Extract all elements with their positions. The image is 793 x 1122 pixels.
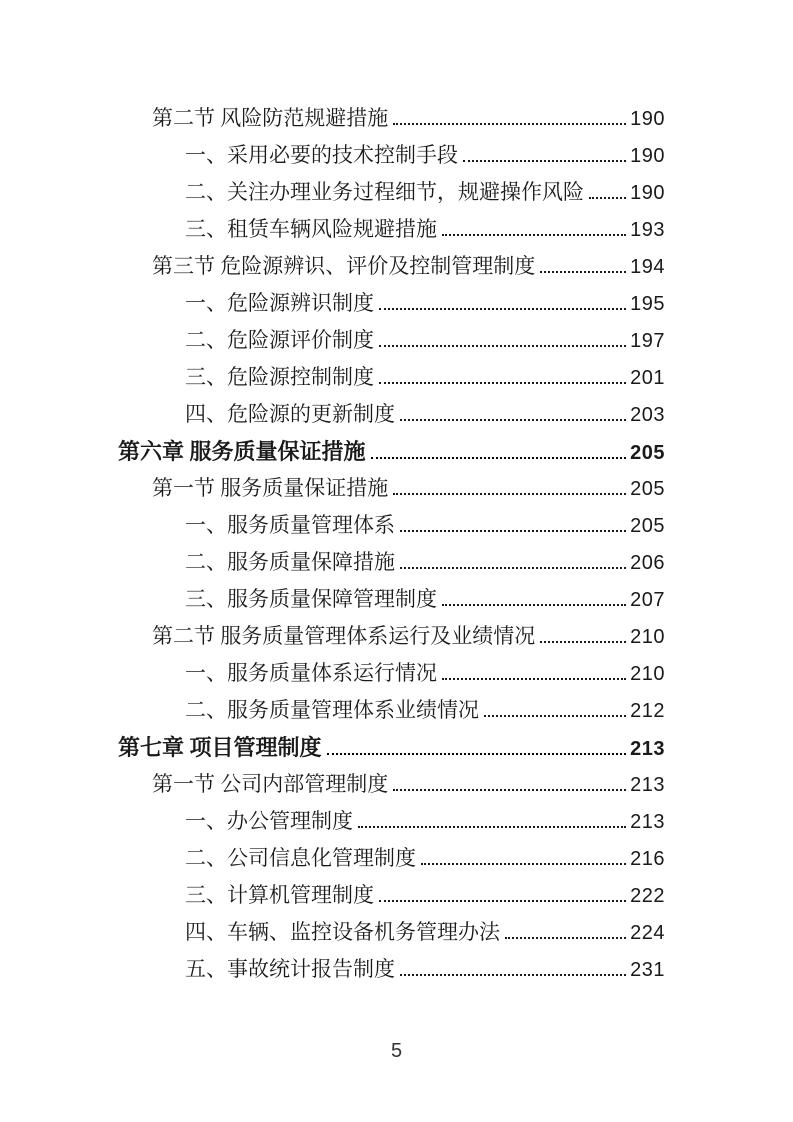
toc-entry-page: 203 [630, 404, 665, 426]
toc-entry-page: 222 [630, 885, 665, 907]
table-of-contents [118, 100, 665, 988]
toc-leader-dots [442, 676, 626, 680]
toc-entry-title: 第一节 服务质量保证措施 [152, 476, 389, 500]
toc-entry [118, 914, 665, 951]
toc-leader-dots [400, 528, 626, 532]
toc-entry-title: 一、危险源辨识制度 [185, 291, 374, 315]
toc-entry-title: 一、服务质量管理体系 [185, 513, 395, 537]
toc-entry-title: 四、危险源的更新制度 [185, 402, 395, 426]
toc-entry [118, 803, 665, 840]
toc-entry [118, 396, 665, 433]
toc-entry-page: 212 [630, 700, 665, 722]
toc-entry-page: 216 [630, 848, 665, 870]
toc-leader-dots [442, 602, 626, 606]
toc-entry [118, 470, 665, 507]
toc-leader-dots [393, 121, 626, 125]
toc-entry [118, 359, 665, 396]
toc-entry [118, 729, 665, 766]
toc-entry-title: 三、租赁车辆风险规避措施 [185, 217, 437, 241]
toc-entry-page: 195 [630, 293, 665, 315]
footer-page-number: 5 [390, 1040, 403, 1062]
toc-entry-title: 三、危险源控制制度 [185, 365, 374, 389]
toc-entry-title: 一、采用必要的技术控制手段 [185, 143, 458, 167]
toc-entry [118, 692, 665, 729]
toc-entry-title: 四、车辆、监控设备机务管理办法 [185, 920, 500, 944]
toc-leader-dots [371, 455, 627, 459]
toc-entry-title: 第三节 危险源辨识、评价及控制管理制度 [152, 254, 536, 278]
toc-entry-page: 190 [630, 145, 665, 167]
toc-leader-dots [400, 972, 626, 976]
toc-leader-dots [327, 751, 627, 755]
toc-entry-title: 三、计算机管理制度 [185, 883, 374, 907]
toc-leader-dots [358, 824, 626, 828]
toc-entry-page: 205 [630, 515, 665, 537]
toc-leader-dots [589, 195, 626, 199]
toc-entry-title: 第二节 风险防范规避措施 [152, 106, 389, 130]
toc-entry-page: 206 [630, 552, 665, 574]
toc-leader-dots [379, 306, 626, 310]
toc-entry [118, 137, 665, 174]
toc-entry-page: 201 [630, 367, 665, 389]
toc-entry-page: 194 [630, 256, 665, 278]
toc-entry [118, 544, 665, 581]
toc-entry [118, 766, 665, 803]
toc-entry-page: 205 [630, 442, 665, 464]
toc-entry-title: 第一节 公司内部管理制度 [152, 772, 389, 796]
toc-entry-page: 231 [630, 959, 665, 981]
toc-entry [118, 951, 665, 988]
toc-entry-page: 213 [630, 811, 665, 833]
toc-entry-page: 210 [630, 663, 665, 685]
toc-entry-title: 二、公司信息化管理制度 [185, 846, 416, 870]
toc-leader-dots [421, 861, 626, 865]
toc-leader-dots [400, 417, 626, 421]
toc-leader-dots [463, 158, 626, 162]
toc-entry-title: 二、服务质量保障措施 [185, 550, 395, 574]
toc-leader-dots [379, 898, 626, 902]
toc-entry [118, 507, 665, 544]
toc-entry-title: 二、关注办理业务过程细节，规避操作风险 [185, 180, 584, 204]
toc-entry [118, 655, 665, 692]
toc-entry-page: 210 [630, 626, 665, 648]
toc-entry [118, 322, 665, 359]
toc-entry [118, 100, 665, 137]
toc-entry [118, 285, 665, 322]
toc-leader-dots [379, 380, 626, 384]
toc-entry-page: 213 [630, 774, 665, 796]
toc-leader-dots [540, 639, 626, 643]
toc-leader-dots [393, 787, 626, 791]
toc-entry-title: 五、事故统计报告制度 [185, 957, 395, 981]
toc-entry [118, 174, 665, 211]
toc-entry-page: 190 [630, 108, 665, 130]
toc-entry-title: 第二节 服务质量管理体系运行及业绩情况 [152, 624, 536, 648]
toc-leader-dots [393, 491, 626, 495]
toc-entry-page: 190 [630, 182, 665, 204]
toc-entry-page: 224 [630, 922, 665, 944]
toc-entry-title: 第七章 项目管理制度 [118, 735, 322, 760]
toc-entry [118, 877, 665, 914]
toc-entry [118, 248, 665, 285]
toc-leader-dots [505, 935, 626, 939]
toc-entry-title: 第六章 服务质量保证措施 [118, 439, 366, 464]
toc-entry [118, 618, 665, 655]
toc-leader-dots [442, 232, 626, 236]
toc-entry-title: 一、服务质量体系运行情况 [185, 661, 437, 685]
toc-entry-title: 二、服务质量管理体系业绩情况 [185, 698, 479, 722]
toc-entry-page: 207 [630, 589, 665, 611]
toc-entry [118, 211, 665, 248]
toc-leader-dots [400, 565, 626, 569]
toc-entry-title: 一、办公管理制度 [185, 809, 353, 833]
toc-entry-page: 193 [630, 219, 665, 241]
toc-entry-page: 213 [630, 738, 665, 760]
toc-entry [118, 581, 665, 618]
toc-entry [118, 840, 665, 877]
toc-leader-dots [484, 713, 626, 717]
toc-leader-dots [540, 269, 626, 273]
toc-entry-title: 三、服务质量保障管理制度 [185, 587, 437, 611]
toc-entry-page: 197 [630, 330, 665, 352]
toc-leader-dots [379, 343, 626, 347]
toc-entry-title: 二、危险源评价制度 [185, 328, 374, 352]
toc-entry-page: 205 [630, 478, 665, 500]
toc-entry [118, 433, 665, 470]
